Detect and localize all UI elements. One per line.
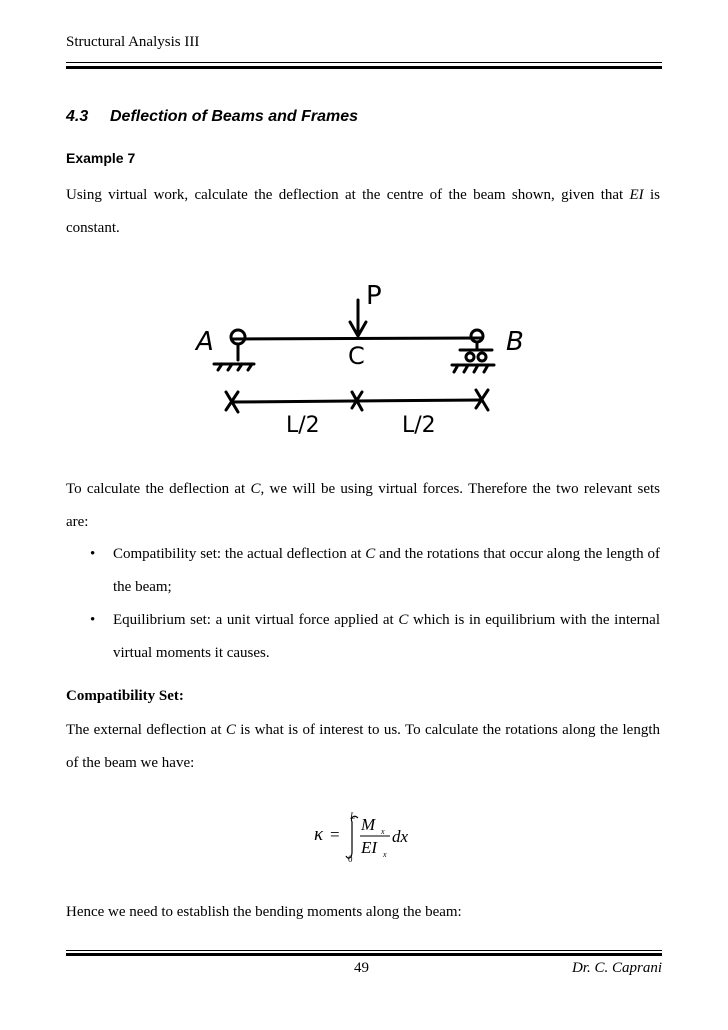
right-roller-2 [478,353,486,361]
eq-equals: = [330,825,340,844]
right-roller-1 [466,353,474,361]
bullet-2-text-1: Equilibrium set: a unit virtual force applied at [113,612,399,628]
section-heading [66,108,358,126]
header-rule-thin [66,62,662,63]
eq-integral-sign [346,816,358,858]
eq-numerator-sub: x [381,827,385,836]
right-span-label: L/2 [402,413,436,438]
bullet-2-text-2: which is in equilibrium with the internal virtual moments it causes. [113,612,660,661]
left-support-label: A [196,327,214,357]
footer-rule-thin [66,950,662,951]
eq-denominator: EI [361,838,378,857]
eq-numerator: M [361,815,376,834]
example-heading: Example 7 [66,150,136,166]
list-item [88,604,660,670]
intro-ei: EI [629,187,644,203]
section-number: 4.3 [66,108,89,125]
footer-author: Dr. C. Caprani [571,960,662,976]
header-rule-thick [66,66,662,69]
eq-denominator-sub: x [383,850,387,859]
section-title: Deflection of Beams and Frames [110,108,359,125]
mid-point-label: C [348,342,365,370]
p3-text-2: is what is of interest to us. To calculate the rotations along the length of the beam we have: [66,722,660,771]
left-span-label: L/2 [286,413,320,438]
beam-figure [190,280,550,440]
p2-text-2: , we will be using virtual forces. Therefore the two relevant sets are: [66,481,661,530]
curvature-equation [312,806,432,866]
beam-line [232,338,482,339]
eq-dx: dx [392,827,409,846]
bullet-2-c: C [398,612,409,628]
sets-bullet-list [88,538,660,670]
compatibility-set-heading: Compatibility Set: [66,688,184,704]
page-number: 49 [354,960,369,976]
eq-upper-limit: L [350,811,356,821]
right-pin-circle [471,330,483,342]
relevant-sets-paragraph [66,473,660,539]
running-title: Structural Analysis III [66,34,200,50]
p2-text-1: To calculate the deflection at [66,481,251,497]
eq-kappa: κ [314,824,324,845]
intro-text-2: is constant. [66,187,660,236]
right-support-label: B [506,327,524,357]
p3-text-1: The external deflection at [66,722,226,738]
footer-rule-thick [66,953,662,956]
compatibility-paragraph [66,714,660,780]
bending-moments-paragraph: Hence we need to establish the bending moments along the beam: [66,904,462,920]
p3-c: C [225,722,236,738]
load-label: P [366,281,382,311]
eq-lower-limit: 0 [348,854,353,864]
bullet-dot: • [90,546,96,562]
intro-text-1: Using virtual work, calculate the deflection at the centre of the beam shown, given that [66,187,630,203]
bullet-1-text-2: and the rotations that occur along the length of the beam; [113,546,660,595]
bullet-dot: • [90,612,96,628]
p2-c: C [250,481,261,497]
bullet-1-text-1: Compatibility set: the actual deflection at [113,546,366,562]
bullet-1-c: C [365,546,376,562]
list-item [88,538,660,604]
left-pin-circle [231,330,245,344]
example-intro-paragraph [66,179,660,245]
